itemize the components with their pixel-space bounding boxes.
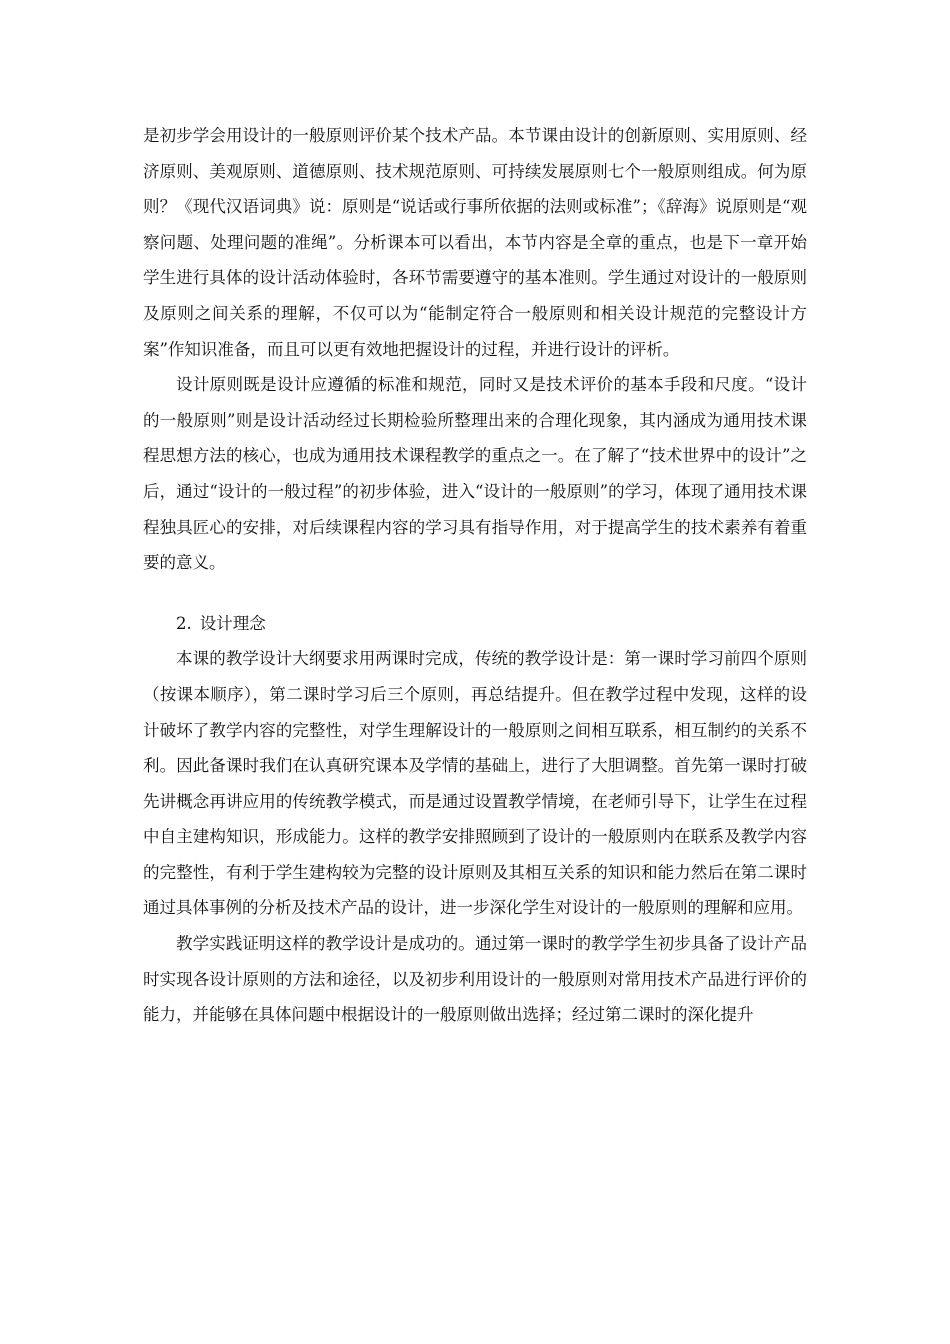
paragraph-design-concept: 本课的教学设计大纲要求用两课时完成，传统的教学设计是：第一课时学习前四个原则（按课本顺序），第二课时学习后三个原则，再总结提升。但在教学过程中发现，这样的设计破坏了教学内容的完整性，对学生理解设计的一般原则之间相互联系，相互制约的关系不利。因此备课时我们在认真研究课本及学情的基础上，进行了大胆调整。首先第一课时打破先讲概念再讲应用的传统教学模式，而是通过设置教学情境，在老师引导下，让学生在过程中自主建构知识，形成能力。这样的教学安排照顾到了设计的一般原则内在联系及教学内容的完整性，有利于学生建构较为完整的设计原则及其相互关系的知识和能力然后在第二课时通过具体事例的分析及技术产品的设计，进一步深化学生对设计的一般原则的理解和应用。 [143,649,807,918]
document-page [143,118,807,1033]
section-number: 2. [176,613,192,633]
paragraph-teaching-practice: 教学实践证明这样的教学设计是成功的。通过第一课时的教学学生初步具备了设计产品时实现各设计原则的方法和途径，以及初步利用设计的一般原则对常用技术产品进行评价的能力，并能够在具体问题中根据设计的一般原则做出选择；经过第二课时的深化提升 [143,934,807,1025]
paragraph-design-principles: 设计原则既是设计应遵循的标准和规范，同时又是技术评价的基本手段和尺度。“设计的一般原则”则是设计活动经过长期检验所整理出来的合理化现象，其内涵成为通用技术课程思想方法的核心，也成为通用技术课程教学的重点之一。在了解了“技术世界中的设计”之后，通过“设计的一般过程”的初步体验，进入“设计的一般原则”的学习，体现了通用技术课程独具匠心的安排，对后续课程内容的学习具有指导作用，对于提高学生的技术素养有着重要的意义。 [143,375,807,573]
paragraph-intro-continuation: 是初步学会用设计的一般原则评价某个技术产品。本节课由设计的创新原则、实用原则、经济原则、美观原则、道德原则、技术规范原则、可持续发展原则七个一般原则组成。何为原则？《现代汉语词典》说：原则是“说话或行事所依据的法则或标准”；《辞海》说原则是“观察问题、处理问题的准绳”。分析课本可以看出，本节内容是全章的重点，也是下一章开始学生进行具体的设计活动体验时，各环节需要遵守的基本准则。学生通过对设计的一般原则及原则之间关系的理解，不仅可以为“能制定符合一般原则和相关设计规范的完整设计方案”作知识准备，而且可以更有效地把握设计的过程，并进行设计的评析。 [143,126,807,359]
section-heading [143,606,807,642]
section-title: 设计理念 [199,613,266,633]
